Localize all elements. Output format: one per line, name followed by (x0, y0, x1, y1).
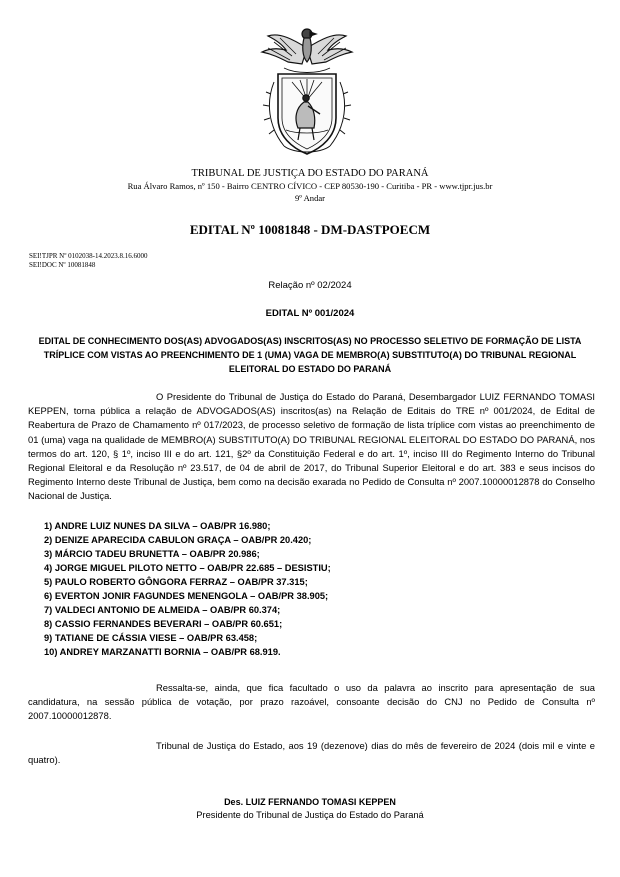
list-item: 9) TATIANE DE CÁSSIA VIESE – OAB/PR 63.458; (44, 633, 258, 643)
closing-text: Ressalta-se, ainda, que fica facultado o uso da palavra ao inscrito para apresentação de sua candidatura, na sessão pública de votação, por prazo razoável, consoante decisão do CNJ no Pedido de Consulta nº 2007.10000012878. (28, 682, 595, 722)
list-item: 2) DENIZE APARECIDA CABULON GRAÇA – OAB/PR 20.420; (44, 535, 312, 545)
list-item: 5) PAULO ROBERTO GÔNGORA FERRAZ – OAB/PR 37.315; (44, 577, 308, 587)
parana-coat-of-arms-icon (244, 22, 370, 162)
list-item: 6) EVERTON JONIR FAGUNDES MENENGOLA – OAB/PR 38.905; (44, 591, 329, 601)
signer-name: Des. LUIZ FERNANDO TOMASI KEPPEN (224, 797, 396, 807)
edital-subject: EDITAL DE CONHECIMENTO DOS(AS) ADVOGADOS(AS) INSCRITOS(AS) NO PROCESSO SELETIVO DE FORMAÇÃO DE LISTA TRÍPLICE COM VISTAS AO PREENCHIMENTO DE 1 (UMA) VAGA DE MEMBRO(A) SUBSTITUTO(A) DO TRIBUNAL REGIONAL ELEITORAL DO ESTADO DO PARANÁ (38, 336, 582, 374)
court-address: Rua Álvaro Ramos, nº 150 - Bairro CENTRO CÍVICO - CEP 80530-190 - Curitiba - PR - www.tjpr.jus.br (127, 181, 493, 191)
candidate-list (44, 519, 331, 659)
court-floor: 9º Andar (294, 193, 326, 203)
court-name: TRIBUNAL DE JUSTIÇA DO ESTADO DO PARANÁ (191, 168, 429, 179)
list-item: 7) VALDECI ANTONIO DE ALMEIDA – OAB/PR 60.374; (44, 605, 281, 615)
intro-paragraph (28, 390, 595, 504)
sei-process-number: SEI!TJPR Nº 0102038-14.2023.8.16.6000 (29, 252, 148, 260)
list-item: 3) MÁRCIO TADEU BRUNETTA – OAB/PR 20.986; (44, 549, 260, 559)
date-text: Tribunal de Justiça do Estado, aos 19 (dezenove) dias do mês de fevereiro de 2024 (dois mil e vinte e quatro). (28, 740, 595, 766)
signer-title: Presidente do Tribunal de Justiça do Estado do Paraná (196, 810, 424, 820)
list-item: 8) CASSIO FERNANDES BEVERARI – OAB/PR 60.651; (44, 619, 283, 629)
date-paragraph (28, 739, 595, 767)
closing-paragraph (28, 681, 595, 724)
intro-text: O Presidente do Tribunal de Justiça do Estado do Paraná, Desembargador LUIZ FERNANDO TOMASI KEPPEN, torna pública a relação de ADVOGADOS(AS) inscritos(as) na Relação de Editais do TRE nº 001/2024, de Edital de Reabertura de Prazo de Chamamento nº 017/2023, de processo seletivo de formação de lista tríplice com vistas ao preenchimento de 01 (uma) vaga na qualidade de MEMBRO(A) SUBSTITUTO(A) DO TRIBUNAL REGIONAL ELEITORAL DO ESTADO DO PARANÁ, nos termos do art. 120, § 1º, inciso III e do art. 121, §2º da Constituição Federal e do art. 1º, inciso III do Regimento Interno do Tribunal Regional Eleitoral e da Resolução nº 23.517, de 04 de abril de 2017, do Tribunal Superior Eleitoral e do art. 383 e seus incisos do Regimento Interno deste Tribunal de Justiça, bem como na decisão exarada no Pedido de Consulta nº 2007.10000012878 do Conselho Nacional de Justiça. (28, 391, 595, 502)
list-item: 1) ANDRE LUIZ NUNES DA SILVA – OAB/PR 16.980; (44, 521, 271, 531)
relacao-number: Relação nº 02/2024 (268, 280, 352, 291)
list-item: 4) JORGE MIGUEL PILOTO NETTO – OAB/PR 22.685 – DESISTIU; (44, 563, 331, 573)
document-heading: EDITAL Nº 10081848 - DM-DASTPOECM (189, 222, 431, 237)
sei-document-number: SEI!DOC Nº 10081848 (29, 261, 96, 269)
edital-number: EDITAL Nº 001/2024 (265, 308, 355, 319)
list-item: 10) ANDREY MARZANATTI BORNIA – OAB/PR 68.919. (44, 647, 281, 657)
